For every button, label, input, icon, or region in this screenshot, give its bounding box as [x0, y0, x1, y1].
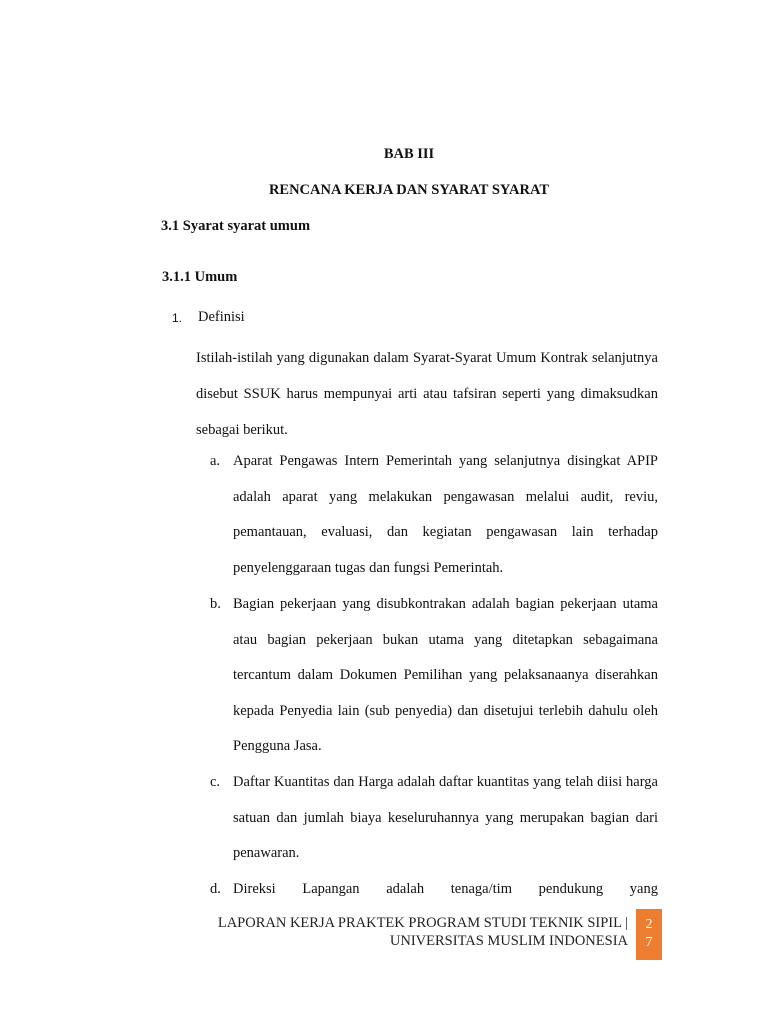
page-footer — [180, 915, 628, 950]
section-title: 3.1 Syarat syarat umum — [161, 218, 311, 234]
chapter-subtitle: RENCANA KERJA DAN SYARAT SYARAT — [268, 182, 550, 198]
footer-line-1: LAPORAN KERJA PRAKTEK PROGRAM STUDI TEKNIK SIPIL | — [217, 915, 628, 931]
list-item — [210, 872, 658, 908]
footer-line-2: UNIVERSITAS MUSLIM INDONESIA — [389, 932, 628, 949]
intro-paragraph: Istilah-istilah yang digunakan dalam Syarat-Syarat Umum Kontrak selanjutnya disebut SSUK harus mempunyai arti atau tafsiran seperti yang dimaksudkan sebagai berikut. — [196, 350, 658, 438]
sub-list-d — [210, 872, 658, 908]
item-letter: b. — [210, 596, 221, 612]
sub-list-b — [210, 587, 658, 765]
list-item — [210, 444, 658, 586]
list-item — [210, 765, 658, 872]
item-text: Direksi Lapangan adalah tenaga/tim pendukung yang — [233, 881, 658, 897]
list-label: Definisi — [198, 309, 245, 325]
item-letter: a. — [210, 453, 221, 469]
item-text: Aparat Pengawas Intern Pemerintah yang selanjutnya disingkat APIP adalah aparat yang melakukan pengawasan melalui audit, reviu, pemantauan, evaluasi, dan kegiatan pengawasan lain terhadap penyelenggaraan tugas dan fungsi Pemerintah. — [233, 453, 658, 576]
item-letter: c. — [210, 774, 221, 790]
list-number: 1. — [172, 311, 183, 325]
sub-list-a — [210, 444, 658, 586]
sub-list-c — [210, 765, 658, 872]
item-text: Daftar Kuantitas dan Harga adalah daftar kuantitas yang telah diisi harga satuan dan jumlah biaya keseluruhannya yang merupakan bagian dari penawaran. — [233, 774, 658, 862]
page-number-digit-1: 2 — [645, 917, 653, 932]
item-letter: d. — [210, 881, 221, 897]
page-number-digit-2: 7 — [645, 934, 653, 950]
list-item — [210, 587, 658, 765]
chapter-title: BAB III — [383, 146, 435, 162]
subsection-title: 3.1.1 Umum — [162, 269, 238, 285]
item-text: Bagian pekerjaan yang disubkontrakan adalah bagian pekerjaan utama atau bagian pekerjaan bukan utama yang ditetapkan sebagaimana tercantum dalam Dokumen Pemilihan yang pelaksanaanya diserahkan kepada Penyedia lain (sub penyedia) dan disetujui terlebih dahulu oleh Pengguna Jasa. — [233, 596, 658, 755]
page-number-box — [636, 909, 662, 960]
